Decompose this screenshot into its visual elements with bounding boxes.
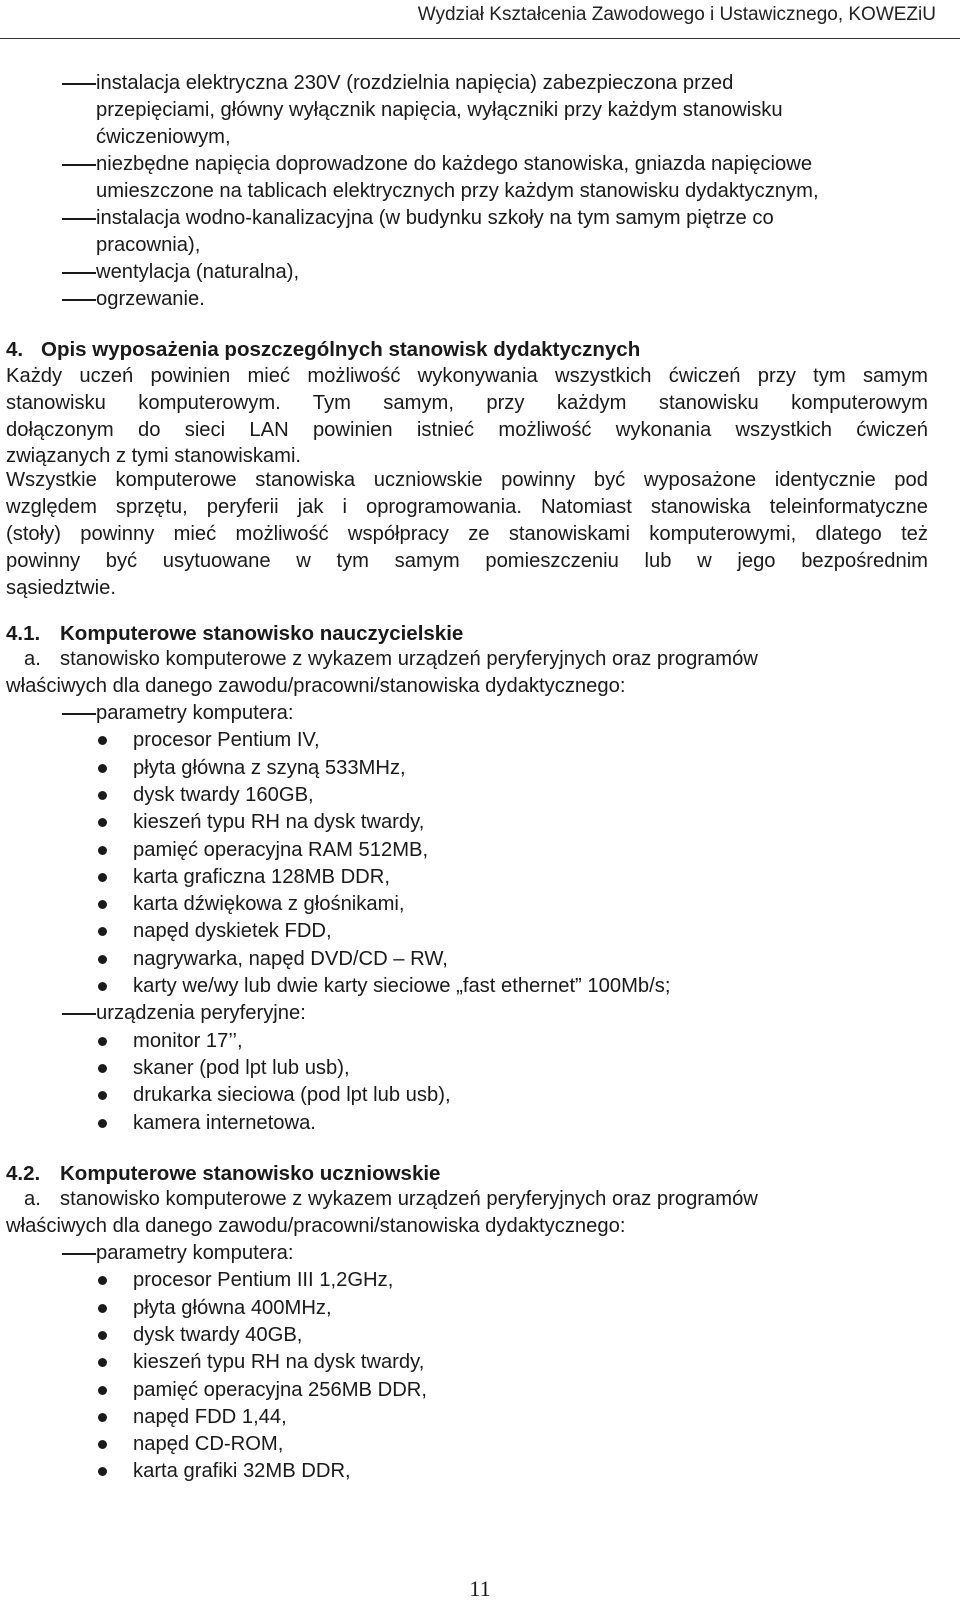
- list-item-line: ćwiczeniowym,: [96, 126, 231, 148]
- bullet-marker: [98, 1386, 107, 1395]
- list-item: karta grafiki 32MB DDR,: [133, 1460, 351, 1483]
- bullet-marker: [98, 1119, 107, 1128]
- list-label: parametry komputera:: [96, 1242, 294, 1264]
- bullet-marker: [98, 1467, 107, 1476]
- bullet-marker: [98, 873, 107, 882]
- bullet-marker: [98, 1413, 107, 1422]
- item-letter: a.: [24, 1188, 41, 1210]
- list-item: procesor Pentium III 1,2GHz,: [133, 1269, 394, 1292]
- item-text: właściwych dla danego zawodu/pracowni/stanowiska dydaktycznego:: [6, 1215, 626, 1237]
- dash-marker: [62, 164, 96, 166]
- list-item: dysk twardy 40GB,: [133, 1323, 303, 1346]
- subsection-title: Komputerowe stanowisko uczniowskie: [60, 1162, 441, 1185]
- item-text: stanowisko komputerowe z wykazem urządzeń peryferyjnych oraz programów: [60, 1188, 758, 1210]
- list-item: karta dźwiękowa z głośnikami,: [133, 893, 405, 916]
- list-item: pamięć operacyjna 256MB DDR,: [133, 1378, 427, 1401]
- list-item: dysk twardy 160GB,: [133, 783, 314, 806]
- dash-marker: [62, 713, 96, 715]
- list-item: kieszeń typu RH na dysk twardy,: [133, 811, 425, 834]
- list-item: napęd FDD 1,44,: [133, 1405, 287, 1428]
- bullet-marker: [98, 818, 107, 827]
- paragraph-line: względem sprzętu, peryferii jak i oprogramowania. Natomiast stanowiska teleinformatyczne: [6, 496, 928, 518]
- list-item: karta graficzna 128MB DDR,: [133, 865, 390, 888]
- list-item: nagrywarka, napęd DVD/CD – RW,: [133, 947, 448, 970]
- paragraph-line: Każdy uczeń powinien mieć możliwość wykonywania wszystkich ćwiczeń przy tym samym: [6, 365, 928, 387]
- list-item-line: wentylacja (naturalna),: [96, 261, 300, 283]
- list-item-line: ogrzewanie.: [96, 288, 205, 310]
- dash-marker: [62, 218, 96, 220]
- list-item: płyta główna 400MHz,: [133, 1296, 332, 1319]
- list-item-line: umieszczone na tablicach elektrycznych przy każdym stanowisku dydaktycznym,: [96, 180, 819, 202]
- subsection-title: Komputerowe stanowisko nauczycielskie: [60, 622, 464, 645]
- header-title: Wydział Kształcenia Zawodowego i Ustawicznego, KOWEZiU: [417, 4, 936, 25]
- list-item: karty we/wy lub dwie karty sieciowe „fast ethernet” 100Mb/s;: [133, 975, 671, 997]
- bullet-marker: [98, 955, 107, 964]
- list-label: parametry komputera:: [96, 702, 294, 724]
- page-header: [0, 0, 960, 39]
- bullet-marker: [98, 764, 107, 773]
- list-item: napęd dyskietek FDD,: [133, 920, 332, 943]
- bullet-marker: [98, 982, 107, 991]
- list-item: kamera internetowa.: [133, 1111, 316, 1134]
- dash-marker: [62, 1013, 96, 1015]
- paragraph-line: sąsiedztwie.: [6, 577, 116, 599]
- bullet-marker: [98, 846, 107, 855]
- bullet-marker: [98, 1037, 107, 1046]
- list-item-line: pracownia),: [96, 234, 201, 256]
- bullet-marker: [98, 791, 107, 800]
- paragraph-line: dołączonym do sieci LAN powinien istnieć możliwość wykonania wszystkich ćwiczeń: [6, 419, 928, 441]
- bullet-marker: [98, 736, 107, 745]
- list-item: skaner (pod lpt lub usb),: [133, 1056, 350, 1079]
- bullet-marker: [98, 927, 107, 936]
- list-item: płyta główna z szyną 533MHz,: [133, 756, 406, 779]
- paragraph-line: (stoły) powinny mieć możliwość współpracy ze stanowiskami komputerowymi, dlatego też: [6, 523, 928, 545]
- bullet-marker: [98, 1304, 107, 1313]
- list-item-line: niezbędne napięcia doprowadzone do każdego stanowiska, gniazda napięciowe: [96, 153, 813, 175]
- paragraph-line: Wszystkie komputerowe stanowiska uczniowskie powinny być wyposażone identycznie pod: [6, 469, 928, 491]
- section-number: 4.: [6, 338, 24, 361]
- dash-marker: [62, 299, 96, 301]
- page-number: 11: [469, 1576, 491, 1601]
- dash-marker: [62, 272, 96, 274]
- item-text: stanowisko komputerowe z wykazem urządzeń peryferyjnych oraz programów: [60, 648, 758, 670]
- dash-marker: [62, 83, 96, 85]
- bullet-marker: [98, 1440, 107, 1449]
- paragraph-line: powinny być usytuowane w tym samym pomieszczeniu lub w jego bezpośrednim: [6, 550, 928, 572]
- list-item: monitor 17’’,: [133, 1029, 243, 1052]
- section-title: Opis wyposażenia poszczególnych stanowisk dydaktycznych: [41, 338, 641, 361]
- bullet-marker: [98, 1091, 107, 1100]
- subsection-number: 4.2.: [6, 1162, 41, 1185]
- dash-marker: [62, 1253, 96, 1255]
- item-letter: a.: [24, 648, 41, 670]
- list-label: urządzenia peryferyjne:: [96, 1002, 306, 1025]
- list-item: drukarka sieciowa (pod lpt lub usb),: [133, 1084, 451, 1107]
- paragraph-line: związanych z tymi stanowiskami.: [6, 445, 302, 467]
- bullet-marker: [98, 900, 107, 909]
- list-item-line: instalacja elektryczna 230V (rozdzielnia napięcia) zabezpieczona przed: [96, 72, 734, 94]
- bullet-marker: [98, 1358, 107, 1367]
- list-item: procesor Pentium IV,: [133, 729, 320, 752]
- bullet-marker: [98, 1276, 107, 1285]
- paragraph-line: stanowisku komputerowym. Tym samym, przy każdym stanowisku komputerowym: [6, 392, 928, 414]
- list-item: pamięć operacyjna RAM 512MB,: [133, 838, 429, 861]
- item-text: właściwych dla danego zawodu/pracowni/stanowiska dydaktycznego:: [6, 675, 626, 697]
- subsection-number: 4.1.: [6, 622, 41, 645]
- list-item: kieszeń typu RH na dysk twardy,: [133, 1351, 425, 1374]
- bullet-marker: [98, 1064, 107, 1073]
- bullet-marker: [98, 1331, 107, 1340]
- list-item-line: przepięciami, główny wyłącznik napięcia, wyłączniki przy każdym stanowisku: [96, 99, 783, 121]
- list-item: napęd CD-ROM,: [133, 1433, 284, 1456]
- list-item-line: instalacja wodno-kanalizacyjna (w budynku szkoły na tym samym piętrze co: [96, 207, 774, 229]
